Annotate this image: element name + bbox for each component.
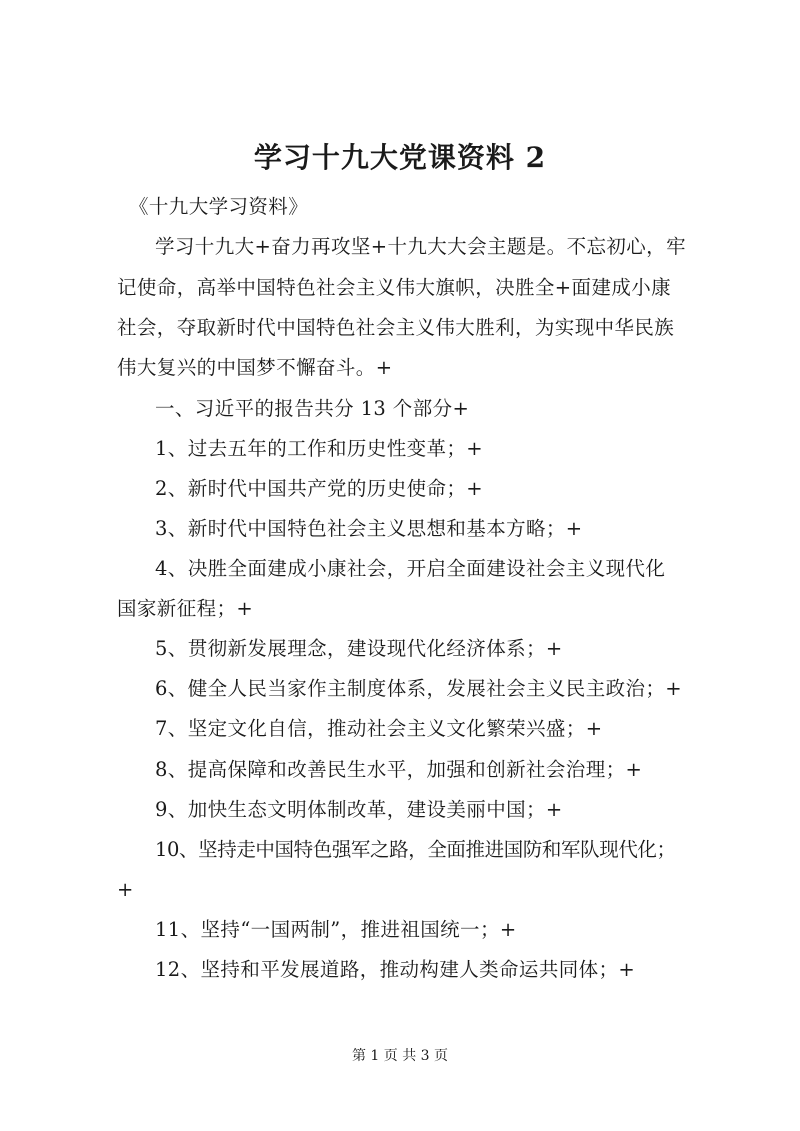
list-item-continuation: + bbox=[117, 878, 134, 901]
list-item: 9、加快生态文明体制改革，建设美丽中国；+ bbox=[155, 798, 563, 821]
paragraph-line: 学习十九大+奋力再攻坚+十九大大会主题是。不忘初心，牢 bbox=[155, 235, 686, 258]
list-item: 4、决胜全面建成小康社会，开启全面建设社会主义现代化 bbox=[155, 557, 666, 580]
list-item: 11、坚持“一国两制”，推进祖国统一；+ bbox=[155, 918, 517, 941]
page-footer: 第 1 页 共 3 页 bbox=[351, 1048, 449, 1064]
list-item: 12、坚持和平发展道路，推动构建人类命运共同体；+ bbox=[155, 958, 636, 981]
list-item: 1、过去五年的工作和历史性变革；+ bbox=[155, 437, 484, 460]
section-heading: 一、习近平的报告共分 13 个部分+ bbox=[155, 397, 470, 420]
list-item: 10、坚持走中国特色强军之路，全面推进国防和军队现代化； bbox=[155, 838, 676, 861]
paragraph-line: 社会，夺取新时代中国特色社会主义伟大胜利，为实现中华民族 bbox=[117, 316, 675, 339]
list-item: 7、坚定文化自信，推动社会主义文化繁荣兴盛；+ bbox=[155, 717, 603, 740]
list-item: 5、贯彻新发展理念，建设现代化经济体系；+ bbox=[155, 637, 563, 660]
list-item: 8、提高保障和改善民生水平，加强和创新社会治理；+ bbox=[155, 758, 643, 781]
list-item: 2、新时代中国共产党的历史使命；+ bbox=[155, 477, 484, 500]
paragraph-line: 记使命，高举中国特色社会主义伟大旗帜，决胜全+面建成小康 bbox=[117, 276, 672, 299]
paragraph-line: 《十九大学习资料》 bbox=[129, 195, 309, 218]
list-item: 3、新时代中国特色社会主义思想和基本方略；+ bbox=[155, 517, 583, 540]
paragraph-line: 伟大复兴的中国梦不懈奋斗。+ bbox=[117, 356, 393, 379]
document-title: 学习十九大党课资料 2 bbox=[253, 141, 547, 174]
list-item-continuation: 国家新征程；+ bbox=[117, 597, 254, 620]
list-item: 6、健全人民当家作主制度体系，发展社会主义民主政治；+ bbox=[155, 677, 683, 700]
